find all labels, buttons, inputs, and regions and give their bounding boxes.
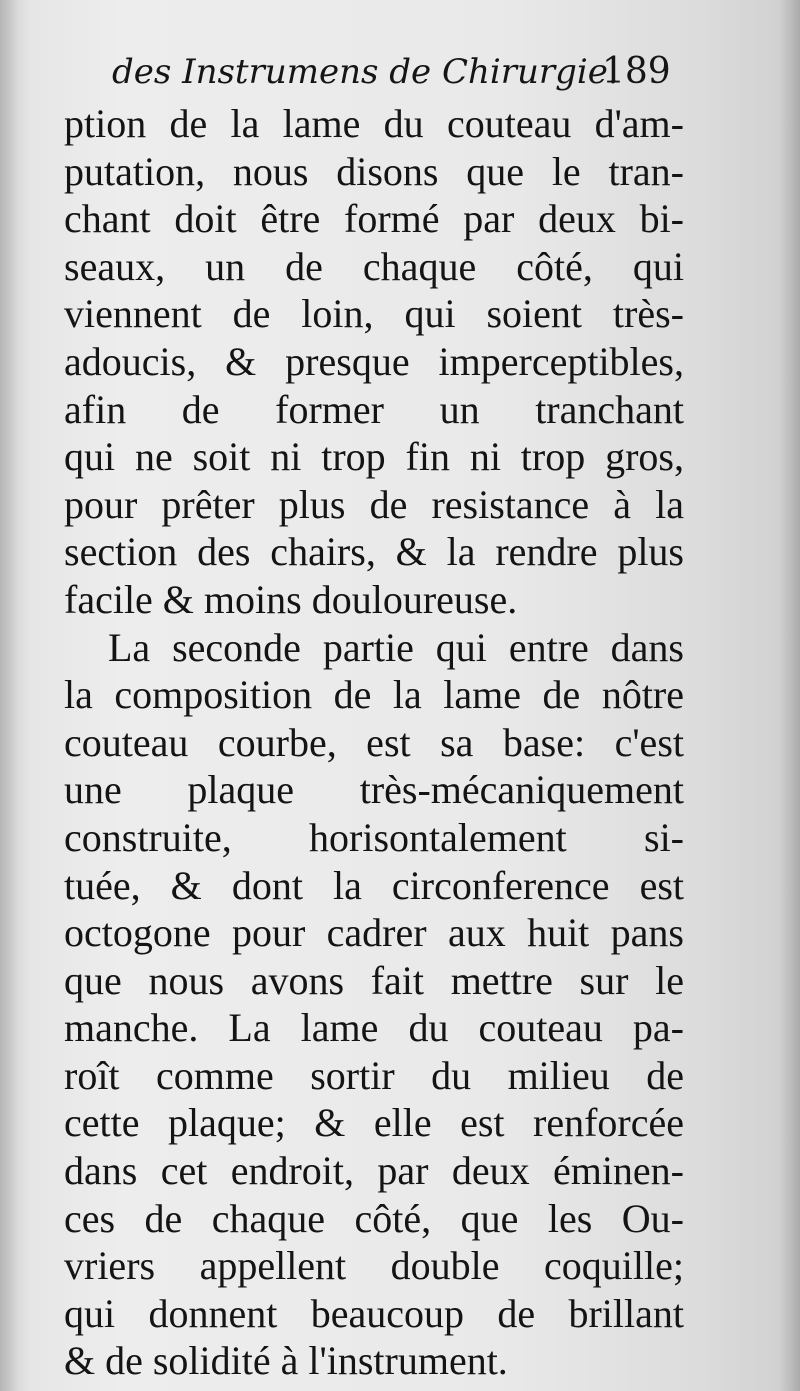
text-line: une plaque très-mécaniquement: [64, 767, 684, 813]
text-line: la composition de la lame de nôtre: [64, 672, 684, 718]
text-line: vriers appellent double coquille;: [64, 1243, 684, 1289]
text-line: chant doit être formé par deux bi-: [64, 196, 684, 242]
text-line: dans cet endroit, par deux éminen-: [64, 1148, 684, 1194]
text-line: ces de chaque côté, que les Ou-: [64, 1195, 684, 1241]
text-line: viennent de loin, qui soient très-: [64, 291, 684, 337]
page-gutter-shadow: [0, 0, 18, 1391]
text-line: ption de la lame du couteau d'am-: [64, 101, 684, 146]
text-line: qui ne soit ni trop fin ni trop gros,: [64, 434, 684, 480]
text-line: La seconde partie qui entre dans: [108, 624, 684, 670]
text-line: seaux, un de chaque côté, qui: [64, 243, 684, 289]
text-line: putation, nous disons que le tran-: [64, 148, 684, 194]
running-head: des Instrumens de Chirurgie.: [112, 52, 619, 92]
body-text: [64, 100, 684, 1385]
text-line: adoucis, & presque imperceptibles,: [64, 338, 684, 384]
text-line: tuée, & dont la circonference est: [64, 862, 684, 908]
text-line: couteau courbe, est sa base: c'est: [64, 719, 684, 765]
text-line: facile & moins douloureuse.: [64, 576, 518, 622]
text-line: & de solidité à l'instrument.: [64, 1338, 508, 1384]
page-edge-shadow: [778, 0, 800, 1391]
paragraph-2: [64, 624, 684, 1386]
text-line: que nous avons fait mettre sur le: [64, 957, 684, 1003]
text-line: pour prêter plus de resistance à la: [64, 481, 684, 527]
text-line: section des chairs, & la rendre plus: [64, 529, 684, 575]
page-number: 189: [602, 51, 671, 92]
text-line: construite, horisontalement si-: [64, 814, 684, 860]
text-line: cette plaque; & elle est renforcée: [64, 1100, 684, 1146]
text-line: manche. La lame du couteau pa-: [64, 1005, 684, 1051]
text-line: octogone pour cadrer aux huit pans: [64, 910, 684, 956]
paragraph-1: [64, 100, 684, 624]
text-line: roît comme sortir du milieu de: [64, 1052, 684, 1098]
text-line: qui donnent beaucoup de brillant: [64, 1290, 684, 1336]
text-line: afin de former un tranchant: [64, 386, 684, 432]
